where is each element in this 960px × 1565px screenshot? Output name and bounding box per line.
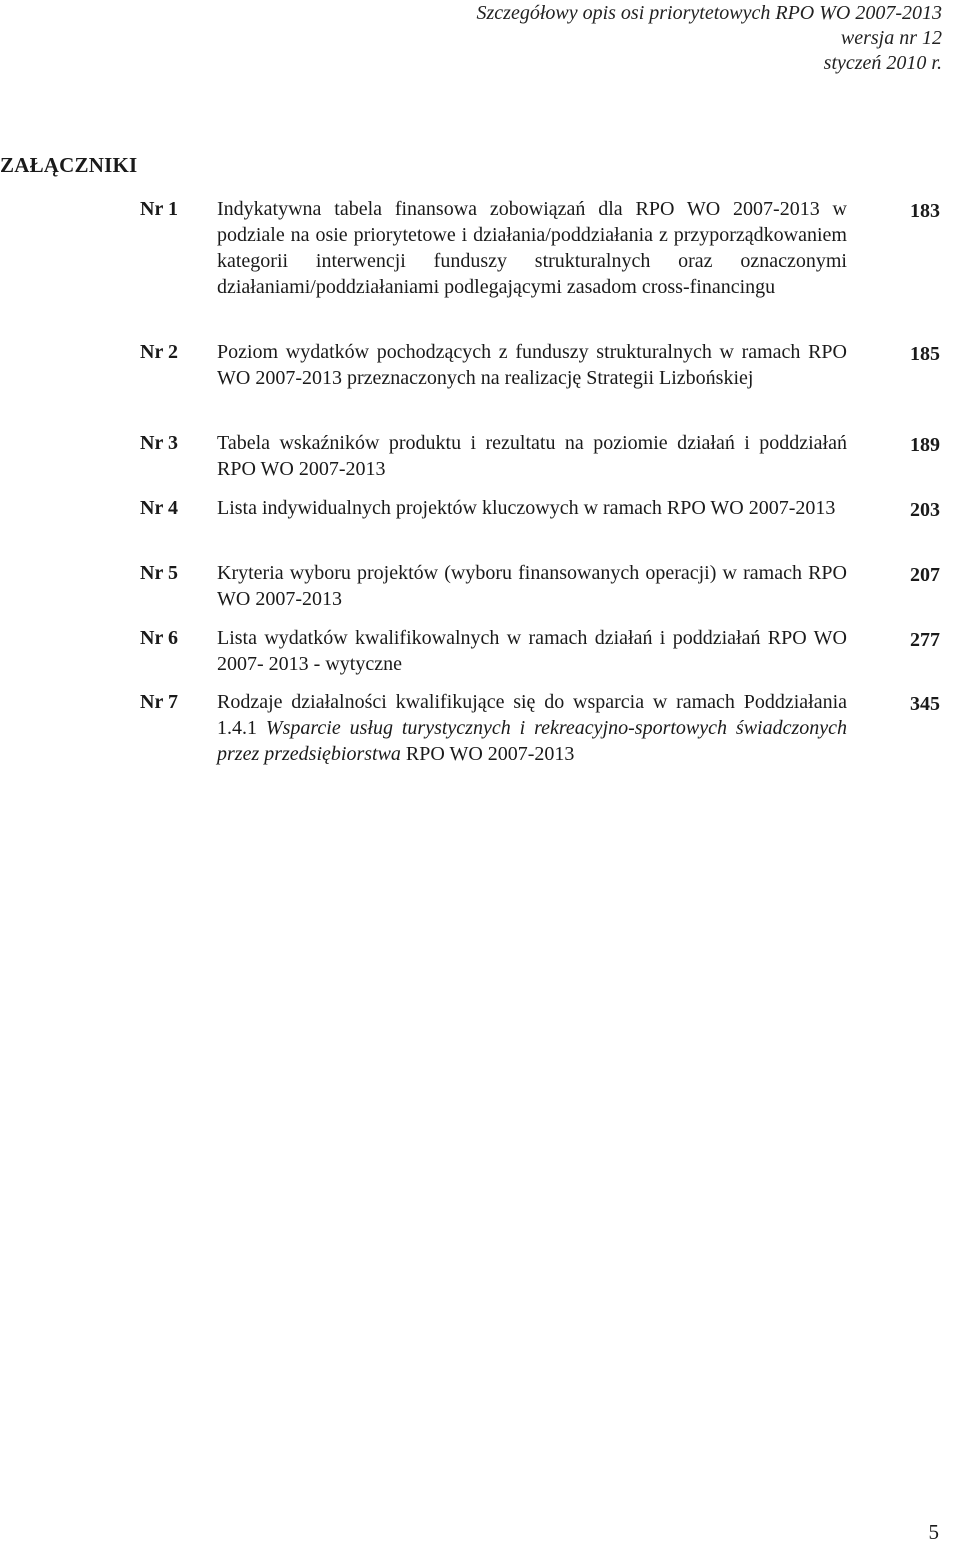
attachment-page: 277	[910, 629, 940, 651]
attachment-number: Nr 6	[140, 627, 178, 649]
header-document-title: Szczegółowy opis osi priorytetowych RPO WO 2007-2013	[476, 2, 942, 24]
page-number: 5	[928, 1520, 939, 1544]
attachment-description-italic: Wsparcie usług turystycznych i rekreacyjno-sportowych świadczonych przez przedsiębiorstwa	[217, 717, 847, 765]
attachment-description-part: RPO WO 2007-2013	[400, 743, 575, 765]
attachment-description: Indykatywna tabela finansowa zobowiązań dla RPO WO 2007-2013 w podziale na osie priorytetowe i działania/poddziałania z przyporządkowaniem kategorii interwencji funduszy strukturalnych oraz oznaczonymi działaniami/poddziałaniami podlegającymi zasadom cross-financingu	[217, 198, 847, 298]
attachment-number: Nr 7	[140, 691, 178, 713]
attachment-page: 189	[910, 434, 940, 456]
attachment-description: Lista wydatków kwalifikowalnych w ramach działań i poddziałań RPO WO 2007- 2013 - wytyczne	[217, 627, 847, 675]
attachment-description-part: Rodzaje działalności kwalifikujące się do wsparcia w ramach Poddziałania 1.4.1	[217, 691, 847, 739]
attachment-number: Nr 1	[140, 198, 178, 220]
attachment-description: Lista indywidualnych projektów kluczowych w ramach RPO WO 2007-2013	[217, 497, 836, 519]
attachment-number: Nr 3	[140, 432, 178, 454]
attachment-description: Kryteria wyboru projektów (wyboru finansowanych operacji) w ramach RPO WO 2007-2013	[217, 562, 847, 610]
attachment-number: Nr 2	[140, 341, 178, 363]
attachment-description: Poziom wydatków pochodzących z funduszy strukturalnych w ramach RPO WO 2007-2013 przeznaczonych na realizację Strategii Lizbońskiej	[217, 341, 847, 389]
attachment-number: Nr 4	[140, 497, 178, 519]
attachment-number: Nr 5	[140, 562, 178, 584]
attachment-page: 185	[910, 343, 940, 365]
document-header	[477, 1, 943, 76]
header-date: styczeń 2010 r.	[823, 52, 942, 74]
attachment-description	[217, 689, 847, 767]
attachment-page: 183	[910, 200, 940, 222]
attachment-page: 203	[910, 499, 940, 521]
attachment-page: 345	[910, 693, 940, 715]
attachment-description: Tabela wskaźników produktu i rezultatu na poziomie działań i poddziałań RPO WO 2007-2013	[217, 432, 847, 480]
header-version: wersja nr 12	[840, 27, 942, 49]
section-title: ZAŁĄCZNIKI	[0, 153, 138, 177]
attachment-page: 207	[910, 564, 940, 586]
